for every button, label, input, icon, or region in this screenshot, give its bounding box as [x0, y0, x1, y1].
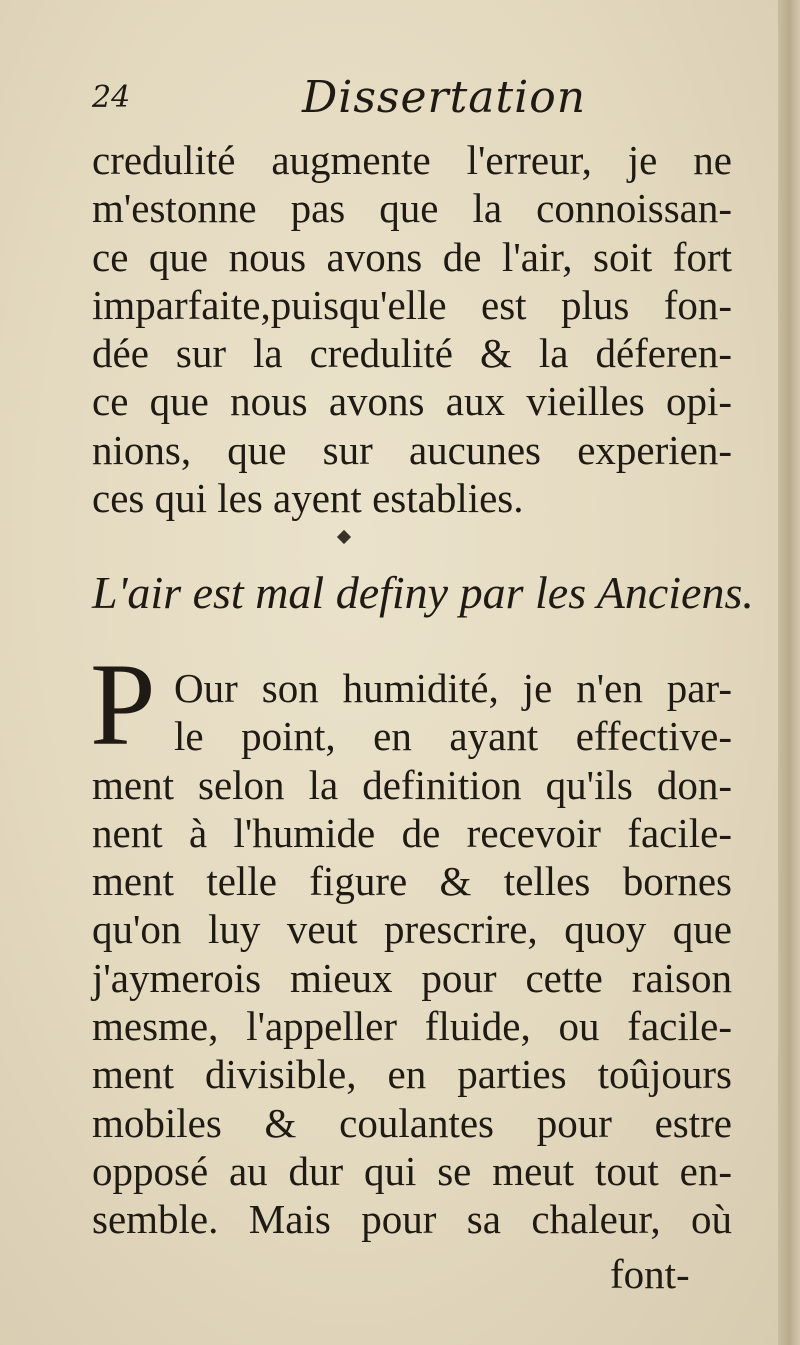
text-line: mesme, l'appeller fluide, ou facile- [92, 1003, 732, 1050]
text-line: opposé au dur qui se meut tout en- [92, 1147, 732, 1194]
text-line: dée sur la credulité & la déferen- [92, 330, 732, 377]
text-line: m'estonne pas que la connoissan- [92, 185, 732, 232]
text-line: j'aymerois mieux pour cette raison [92, 954, 732, 1001]
text-line: ment selon la definition qu'ils don- [92, 761, 732, 808]
text-line: nions, que sur aucunes experien- [92, 426, 732, 473]
paragraph-1 [92, 136, 732, 522]
paragraph-2 [92, 664, 732, 1244]
page-header [92, 72, 742, 132]
text-line: mobiles & coulantes pour estre [92, 1099, 732, 1146]
text-line: ces qui les ayent establies. [92, 475, 524, 522]
text-line: qu'on luy veut prescrire, quoy que [92, 906, 732, 953]
running-title: Dissertation [302, 72, 587, 123]
catchword: font- [610, 1251, 690, 1297]
text-line: nent à l'humide de recevoir facile- [92, 809, 732, 856]
drop-cap: P [90, 639, 156, 770]
text-line: ment divisible, en parties toûjours [92, 1051, 732, 1098]
text-line: le point, en ayant effective- [174, 713, 732, 760]
text-line: credulité augmente l'erreur, je ne [92, 137, 732, 183]
ornament-diamond-icon [337, 530, 351, 544]
text-line: ment telle figure & telles bornes [92, 858, 732, 905]
page-number: 24 [92, 80, 131, 115]
text-line: Our son humidité, je n'en par- [174, 665, 732, 711]
text-line: ce que nous avons aux vieilles opi- [92, 378, 732, 425]
text-line: ce que nous avons de l'air, soit fort [92, 233, 732, 280]
text-line: semble. Mais pour sa chaleur, où [92, 1196, 732, 1243]
section-heading: L'air est mal definy par les Anciens. [92, 567, 754, 618]
text-line: imparfaite,puisqu'elle est plus fon- [92, 281, 732, 328]
book-spine [778, 0, 800, 1345]
